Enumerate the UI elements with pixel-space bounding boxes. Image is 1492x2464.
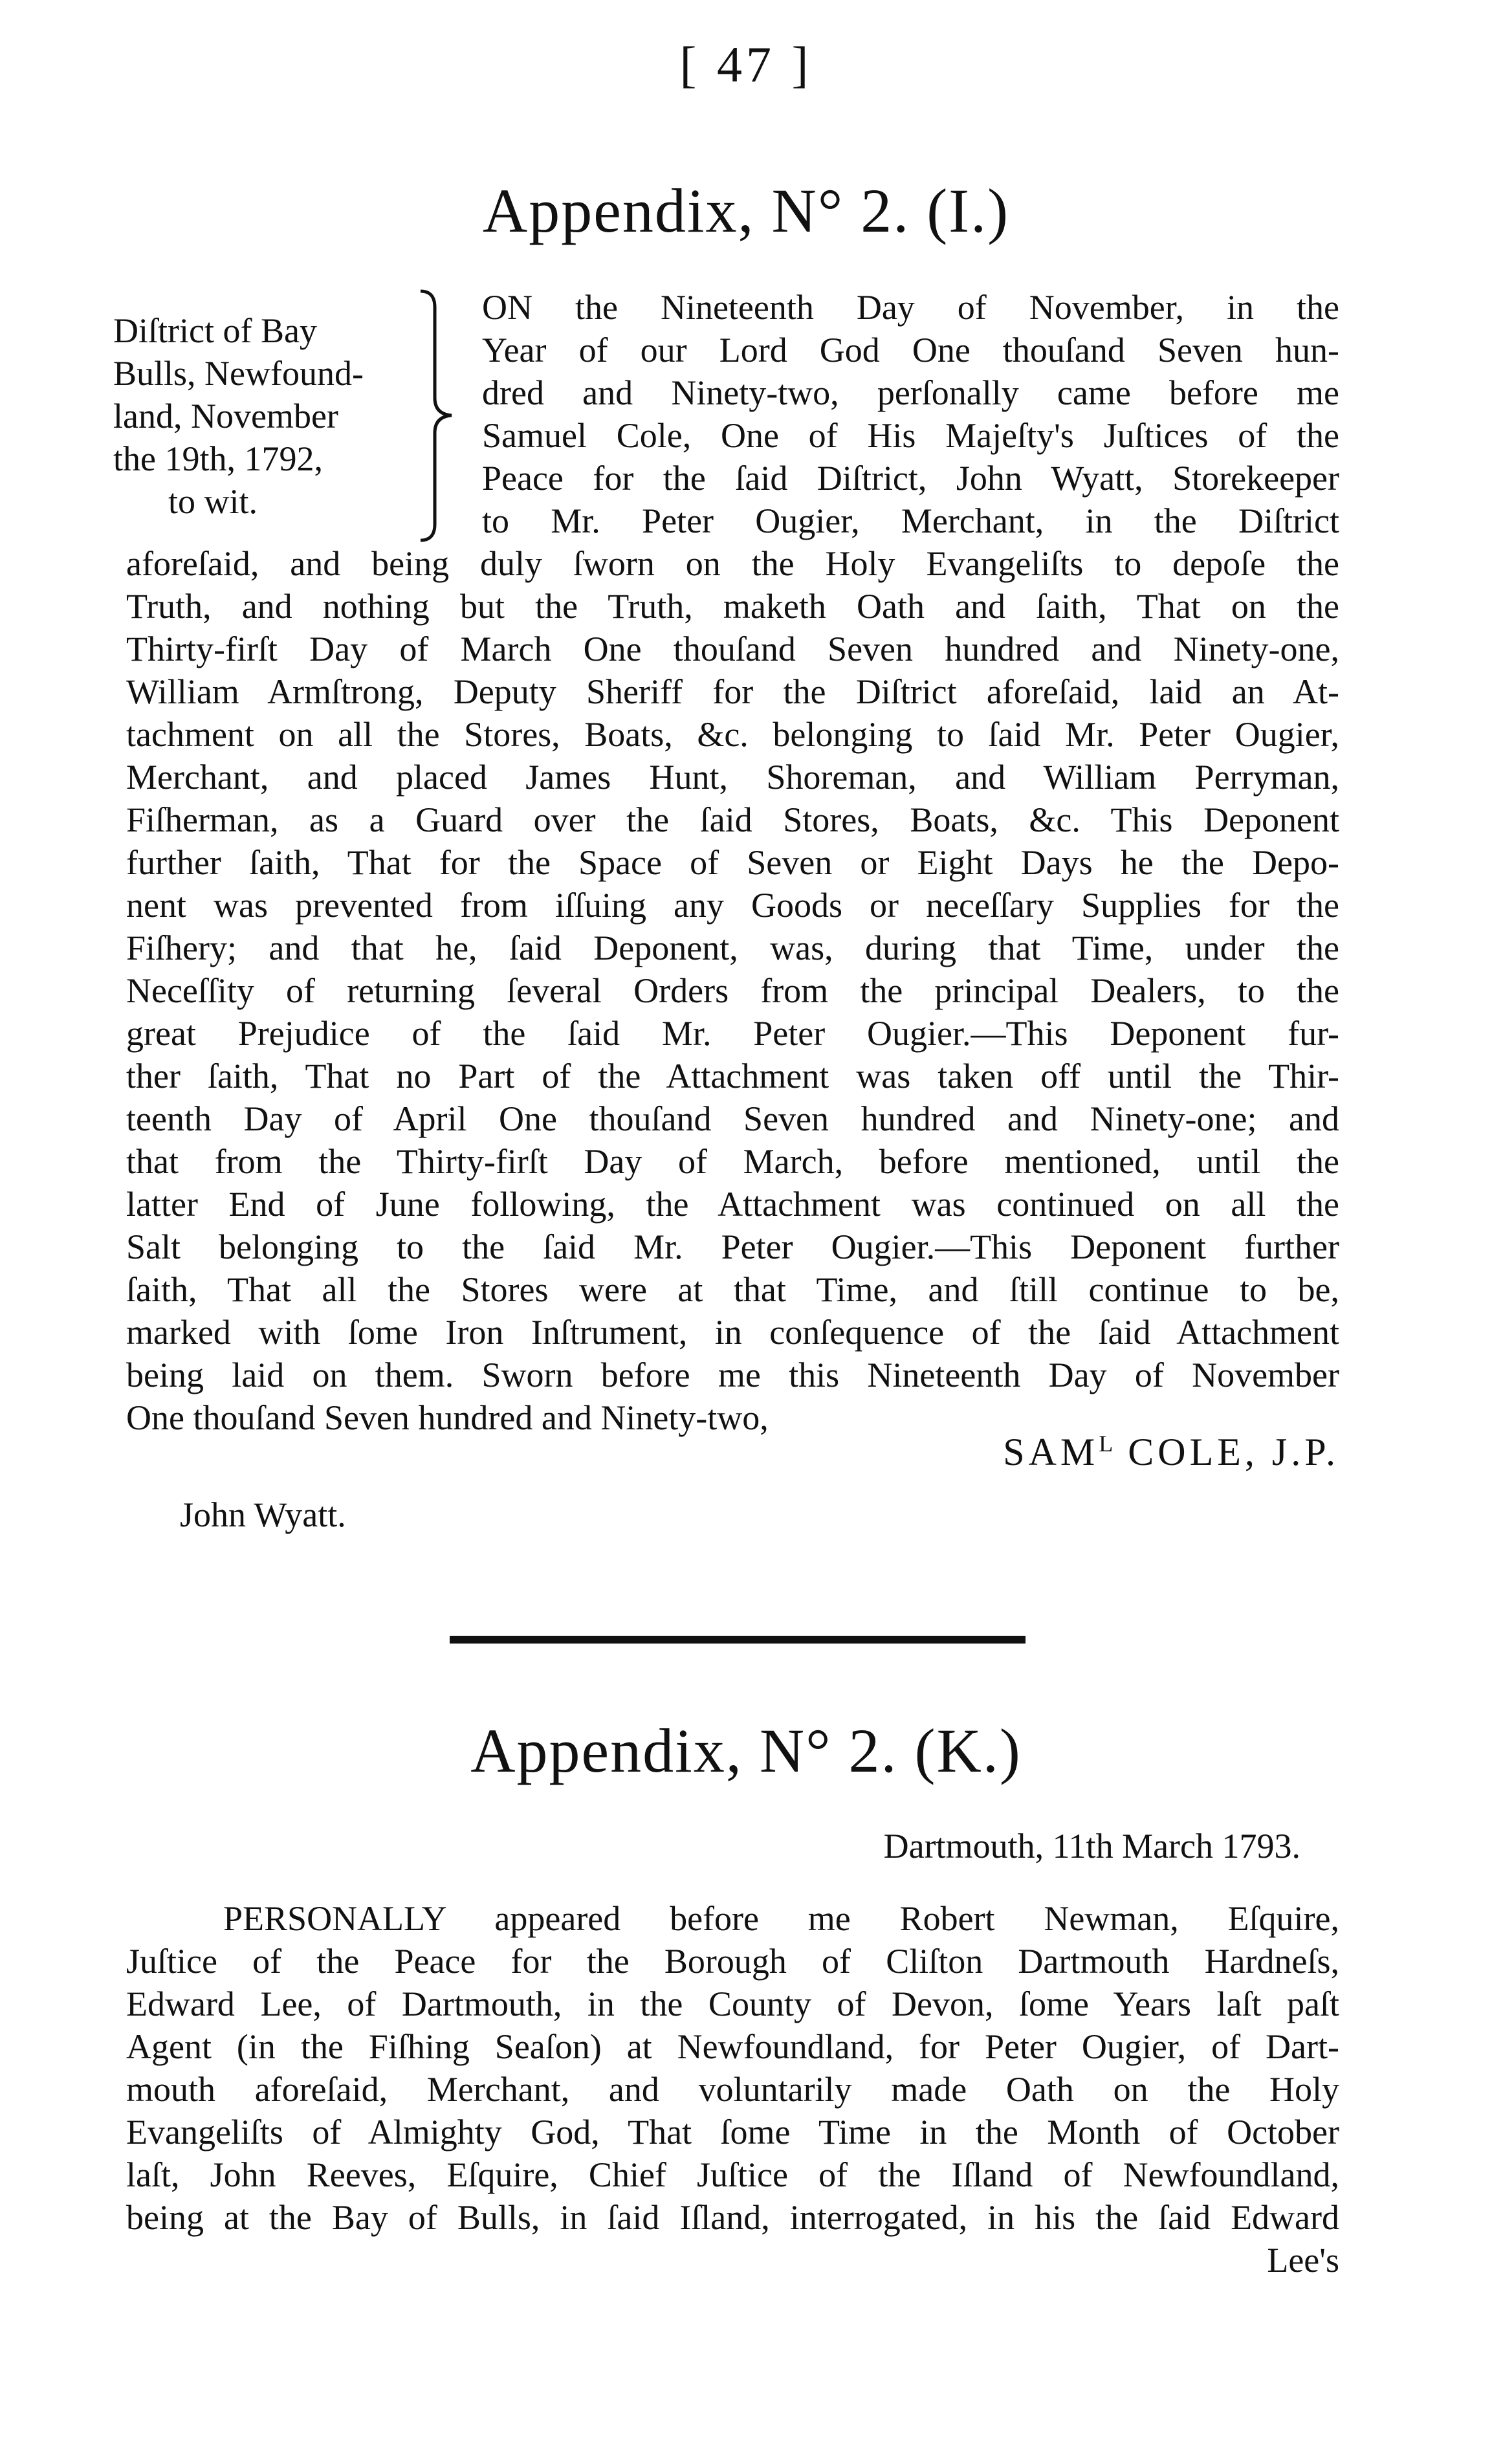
text-line: Fiſherman, as a Guard over the ſaid Stores, Boats, &c. This Deponent	[126, 800, 1339, 839]
margin-note-line: land, November	[113, 397, 338, 435]
margin-note-line: Bulls, Newfound-	[113, 354, 364, 393]
text-line: Truth, and nothing but the Truth, maketh Oath and ſaith, That on the	[126, 587, 1339, 626]
text-line: PERSONALLY appeared before me Robert Newman, Eſquire,	[223, 1899, 1339, 1938]
appendix-i-heading: Appendix, N° 2. (I.)	[482, 176, 1010, 245]
catchword: Lee's	[1267, 2241, 1339, 2280]
text-line: Year of our Lord God One thouſand Seven hun-	[482, 331, 1339, 369]
text-line: latter End of June following, the Attachment was continued on all the	[126, 1185, 1339, 1224]
margin-note-line: Diſtrict of Bay	[113, 311, 317, 350]
text-line: Salt belonging to the ſaid Mr. Peter Ougier.—This Deponent further	[126, 1227, 1339, 1266]
dateline: Dartmouth, 11th March 1793.	[883, 1827, 1300, 1865]
text-line: being at the Bay of Bulls, in ſaid Iſland, interrogated, in his the ſaid Edward	[126, 2198, 1339, 2237]
appendix-k-heading: Appendix, N° 2. (K.)	[470, 1716, 1022, 1785]
page-number: [ 47 ]	[679, 36, 813, 93]
text-line: marked with ſome Iron Inſtrument, in conſequence of the ſaid Attachment	[126, 1313, 1339, 1352]
margin-note	[113, 309, 437, 523]
signature-rest: COLE, J.P.	[1114, 1431, 1339, 1473]
text-line: laſt, John Reeves, Eſquire, Chief Juſtice of the Iſland of Newfoundland,	[126, 2155, 1339, 2194]
text-line: Peace for the ſaid Diſtrict, John Wyatt, Storekeeper	[482, 459, 1339, 498]
text-line: Evangeliſts of Almighty God, That ſome Time in the Month of October	[126, 2113, 1339, 2151]
deposition-k-body	[126, 1897, 1339, 2239]
text-line: Edward Lee, of Dartmouth, in the County of Devon, ſome Years laſt paſt	[126, 1985, 1339, 2023]
brace-icon	[414, 288, 459, 544]
text-line: ther ſaith, That no Part of the Attachment was taken off until the Thir-	[126, 1057, 1339, 1095]
text-line: tachment on all the Stores, Boats, &c. belonging to ſaid Mr. Peter Ougier,	[126, 715, 1339, 754]
text-line: Juſtice of the Peace for the Borough of Cliſton Dartmouth Hardneſs,	[126, 1942, 1339, 1981]
margin-note-line: the 19th, 1792,	[113, 439, 323, 478]
text-line: Merchant, and placed James Hunt, Shoreman, and William Perryman,	[126, 758, 1339, 797]
text-line: to Mr. Peter Ougier, Merchant, in the Diſtrict	[482, 501, 1339, 540]
deposition-i-opening	[482, 286, 1339, 542]
deponent-name: John Wyatt.	[180, 1495, 346, 1534]
text-line: being laid on them. Sworn before me this Nineteenth Day of November	[126, 1356, 1339, 1394]
text-line: great Prejudice of the ſaid Mr. Peter Ougier.—This Deponent fur-	[126, 1014, 1339, 1053]
text-line: dred and Ninety-two, perſonally came before me	[482, 373, 1339, 412]
text-line: ſaith, That all the Stores were at that Time, and ſtill continue to be,	[126, 1270, 1339, 1309]
text-line: teenth Day of April One thouſand Seven hundred and Ninety-one; and	[126, 1099, 1339, 1138]
text-line: Agent (in the Fiſhing Seaſon) at Newfoundland, for Peter Ougier, of Dart-	[126, 2027, 1339, 2066]
text-line: Fiſhery; and that he, ſaid Deponent, was, during that Time, under the	[126, 929, 1339, 967]
section-divider	[450, 1636, 1026, 1644]
text-line: Thirty-firſt Day of March One thouſand Seven hundred and Ninety-one,	[126, 630, 1339, 668]
text-line: that from the Thirty-firſt Day of March, before mentioned, until the	[126, 1142, 1339, 1181]
text-line: further ſaith, That for the Space of Seven or Eight Days he the Depo-	[126, 843, 1339, 882]
text-line: Samuel Cole, One of His Majeſty's Juſtices of the	[482, 416, 1339, 455]
text-line: aforeſaid, and being duly ſworn on the Holy Evangeliſts to depoſe the	[126, 544, 1339, 583]
signature-superscript: L	[1099, 1431, 1115, 1457]
text-line: nent was prevented from iſſuing any Goods or neceſſary Supplies for the	[126, 886, 1339, 925]
margin-note-line: to wit.	[168, 482, 258, 521]
signature-name: SAM	[1003, 1431, 1099, 1473]
deposition-i-body	[126, 542, 1339, 1439]
justice-signature	[822, 1430, 1339, 1475]
text-line: mouth aforeſaid, Merchant, and voluntarily made Oath on the Holy	[126, 2070, 1339, 2109]
text-line: One thouſand Seven hundred and Ninety-two,	[126, 1398, 769, 1437]
text-line: Neceſſity of returning ſeveral Orders from the principal Dealers, to the	[126, 971, 1339, 1010]
text-line: ON the Nineteenth Day of November, in the	[482, 288, 1339, 327]
text-line: William Armſtrong, Deputy Sheriff for the Diſtrict aforeſaid, laid an At-	[126, 672, 1339, 711]
